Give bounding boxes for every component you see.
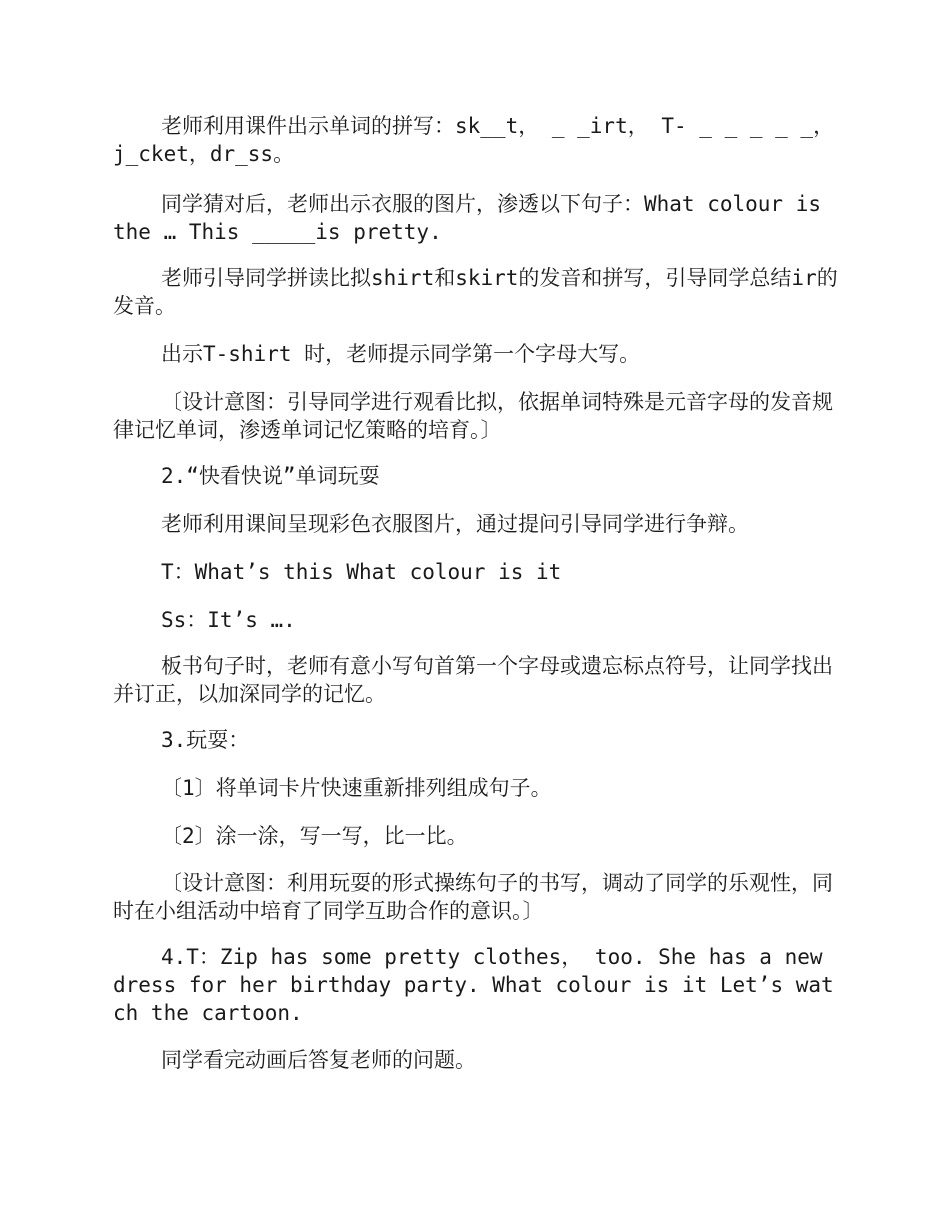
paragraph-design-intent-2: 〔设计意图：利用玩耍的形式操练句子的书写，调动了同学的乐观性，同时在小组活动中培育了同学互助合作的意识。〕 — [113, 871, 833, 923]
game-item-1: 〔1〕将单词卡片快速重新排列组成句子。 — [161, 776, 552, 800]
heading-quick-look: 2.“快看快说”单词玩耍 — [161, 464, 380, 488]
heading-games: 3.玩耍： — [161, 728, 250, 752]
dialogue-teacher: T：What’s this What colour is it — [161, 560, 562, 584]
paragraph-shirt-skirt: 老师引导同学拼读比拟shirt和skirt的发音和拼写，引导同学总结ir的发音。 — [113, 266, 838, 318]
game-item-2: 〔2〕涂一涂，写一写，比一比。 — [161, 824, 468, 848]
paragraph-answer-questions: 同学看完动画后答复老师的问题。 — [161, 1048, 476, 1072]
paragraph-color-pictures: 老师利用课间呈现彩色衣服图片，通过提问引导同学进行争辩。 — [161, 512, 749, 536]
paragraph-tshirt-capital: 出示T-shirt 时，老师提示同学第一个字母大写。 — [161, 342, 641, 366]
paragraph-zip-cartoon: 4.T：Zip has some pretty clothes， too. She has a new dress for her birthday party. What colour is it Let’s watch the cartoon. — [113, 945, 834, 1025]
paragraph-blackboard: 板书句子时，老师有意小写句首第一个字母或遗忘标点符号，让同学找出并订正，以加深同学的记忆。 — [113, 654, 833, 706]
paragraph-guess-clothes: 同学猜对后，老师出示衣服的图片，渗透以下句子：What colour is the … This _____is pretty. — [113, 192, 822, 244]
paragraph-spelling-display: 老师利用课件出示单词的拼写：sk__t， _ _irt， T- _ _ _ _ _，j_cket，dr_ss。 — [113, 114, 835, 166]
paragraph-design-intent-1: 〔设计意图：引导同学进行观看比拟，依据单词特殊是元音字母的发音规律记忆单词，渗透单词记忆策略的培育。〕 — [113, 390, 833, 442]
dialogue-students: Ss：It’s …. — [161, 608, 296, 632]
